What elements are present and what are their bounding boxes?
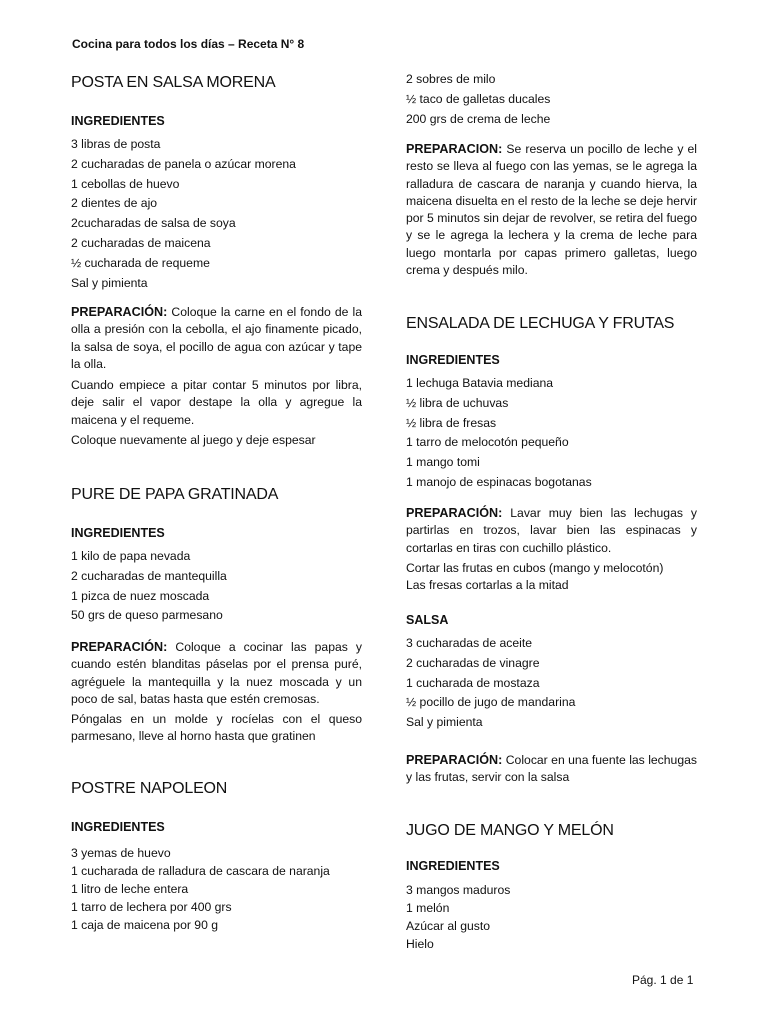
ingredient-item: 1 lechuga Batavia mediana — [406, 376, 554, 390]
page-number: Pág. 1 de 1 — [632, 973, 694, 987]
preparation-posta — [71, 304, 362, 373]
ingredient-item: ½ libra de fresas — [406, 415, 497, 430]
preparation-pure-p2: Póngalas en un molde y rocíelas con el queso parmesano, lleve al horno hasta que gratinen — [71, 712, 362, 744]
recipe-title-ensalada: ENSALADA DE LECHUGA Y FRUTAS — [406, 315, 675, 332]
ingredient-item: Sal y pimienta — [71, 275, 148, 290]
preparation-ensalada-p2: Cortar las frutas en cubos (mango y melocotón) — [406, 561, 664, 575]
recipe-title-napoleon: POSTRE NAPOLEON — [71, 780, 228, 797]
ingredient-item: 3 mangos maduros — [406, 883, 511, 897]
ingredient-item: 2 sobres de milo — [406, 72, 496, 86]
ingredient-item: 1 caja de maicena por 90 g — [71, 918, 219, 932]
ingredient-item: 1 kilo de papa nevada — [71, 549, 191, 563]
ingredients-list-napoleon — [71, 844, 362, 934]
ingredient-item: 1 tarro de melocotón pequeño — [406, 435, 569, 450]
recipe-title-posta: POSTA EN SALSA MORENA — [71, 74, 276, 91]
preparation-text: Coloque la carne en el fondo de la olla a presión con la cebolla, el ajo finamente picado, la salsa de soya, el pocillo de agua con azúcar y tape la olla. — [71, 305, 362, 371]
page-header: Cocina para todos los días – Receta N° 8 — [72, 37, 305, 51]
ingredients-list-posta — [71, 135, 362, 293]
ingredient-item: ½ cucharada de requeme — [71, 255, 210, 270]
ingredient-item: 2 cucharadas de mantequilla — [71, 568, 227, 583]
ingredient-item: 2cucharadas de salsa de soya — [71, 216, 236, 231]
ingredients-label-napoleon: INGREDIENTES — [71, 820, 165, 834]
preparation-text: Se reserva un pocillo de leche y el resto se lleva al fuego con las yemas, se le agrega la ralladura de cascara de naranja y cuando hierva, la maicena disuelta en el resto de la leche se deje hervir por 5 minutos sin dejar de revolver, se retira del fuego y se le agrega la lechera y la crema de leche para luego montarla por capas primero galletas, luego crema y después milo. — [406, 142, 697, 278]
preparation-ensalada-p3: Las fresas cortarlas a la mitad — [406, 578, 569, 592]
ingredients-label-pure: INGREDIENTES — [71, 526, 165, 540]
ingredient-item: 3 libras de posta — [71, 137, 161, 151]
preparation-text: Lavar muy bien las lechugas y partirlas en trozos, lavar bien las espinacas y cortarlas en tiras con cuchillo plástico. — [406, 506, 697, 555]
ingredient-item: Sal y pimienta — [406, 715, 483, 730]
salsa-label: SALSA — [406, 613, 449, 627]
salsa-ingredients-list — [406, 634, 697, 733]
preparation-pure — [71, 639, 362, 708]
ingredient-item: 3 yemas de huevo — [71, 846, 171, 860]
preparation-label: PREPARACIÓN: — [71, 305, 168, 319]
preparation-text: Colocar en una fuente las lechugas y las frutas, servir con la salsa — [406, 753, 697, 785]
ingredients-label-jugo: INGREDIENTES — [406, 859, 500, 873]
ingredient-item: 3 cucharadas de aceite — [406, 636, 533, 650]
ingredient-item: Hielo — [406, 937, 434, 951]
preparation-napoleon — [406, 141, 697, 279]
ingredient-item: 1 mango tomi — [406, 455, 480, 470]
preparation-posta-p3: Coloque nuevamente al juego y deje espesar — [71, 433, 316, 447]
ingredients-list-pure — [71, 547, 362, 626]
preparation-salsa — [406, 752, 697, 787]
ingredient-item: ½ pocillo de jugo de mandarina — [406, 695, 576, 710]
preparation-label: PREPARACION: — [406, 142, 503, 156]
ingredients-list-jugo — [406, 881, 697, 953]
ingredient-item: Azúcar al gusto — [406, 919, 491, 933]
ingredient-item: 1 melón — [406, 901, 450, 915]
ingredient-item: 2 cucharadas de maicena — [71, 235, 211, 250]
ingredients-label-posta: INGREDIENTES — [71, 114, 165, 128]
recipe-title-pure: PURE DE PAPA GRATINADA — [71, 486, 279, 503]
ingredient-item: 1 cucharada de ralladura de cascara de naranja — [71, 864, 330, 878]
ingredient-item: 2 cucharadas de vinagre — [406, 655, 540, 670]
ingredient-item: 1 cebollas de huevo — [71, 176, 180, 191]
recipe-title-jugo: JUGO DE MANGO Y MELÓN — [406, 822, 614, 839]
preparation-posta-p2: Cuando empiece a pitar contar 5 minutos por libra, deje salir el vapor destape la olla y agregue la maicena y el requeme. — [71, 378, 362, 427]
ingredient-item: 1 cucharada de mostaza — [406, 675, 540, 690]
preparation-label: PREPARACIÓN: — [71, 640, 168, 654]
ingredient-item: 1 pizca de nuez moscada — [71, 588, 210, 603]
ingredient-item: 1 tarro de lechera por 400 grs — [71, 900, 232, 914]
ingredient-item: 1 litro de leche entera — [71, 882, 189, 896]
ingredients-list-napoleon-cont — [406, 70, 697, 129]
preparation-label: PREPARACIÓN: — [406, 506, 503, 520]
preparation-text: Coloque a cocinar las papas y cuando estén blanditas páselas por el prensa puré, agréguele la mantequilla y la nuez moscada y un poco de sal, batas hasta que estén cremosas. — [71, 640, 362, 706]
ingredient-item: ½ libra de uchuvas — [406, 395, 509, 410]
ingredient-item: 50 grs de queso parmesano — [71, 608, 223, 623]
ingredient-item: 1 manojo de espinacas bogotanas — [406, 474, 592, 489]
ingredients-list-ensalada — [406, 374, 697, 493]
ingredient-item: 2 cucharadas de panela o azúcar morena — [71, 156, 296, 171]
ingredient-item: 200 grs de crema de leche — [406, 111, 551, 126]
ingredient-item: ½ taco de galletas ducales — [406, 91, 551, 106]
preparation-label: PREPARACIÓN: — [406, 753, 503, 767]
preparation-ensalada — [406, 505, 697, 557]
ingredients-label-ensalada: INGREDIENTES — [406, 353, 500, 367]
ingredient-item: 2 dientes de ajo — [71, 196, 158, 211]
